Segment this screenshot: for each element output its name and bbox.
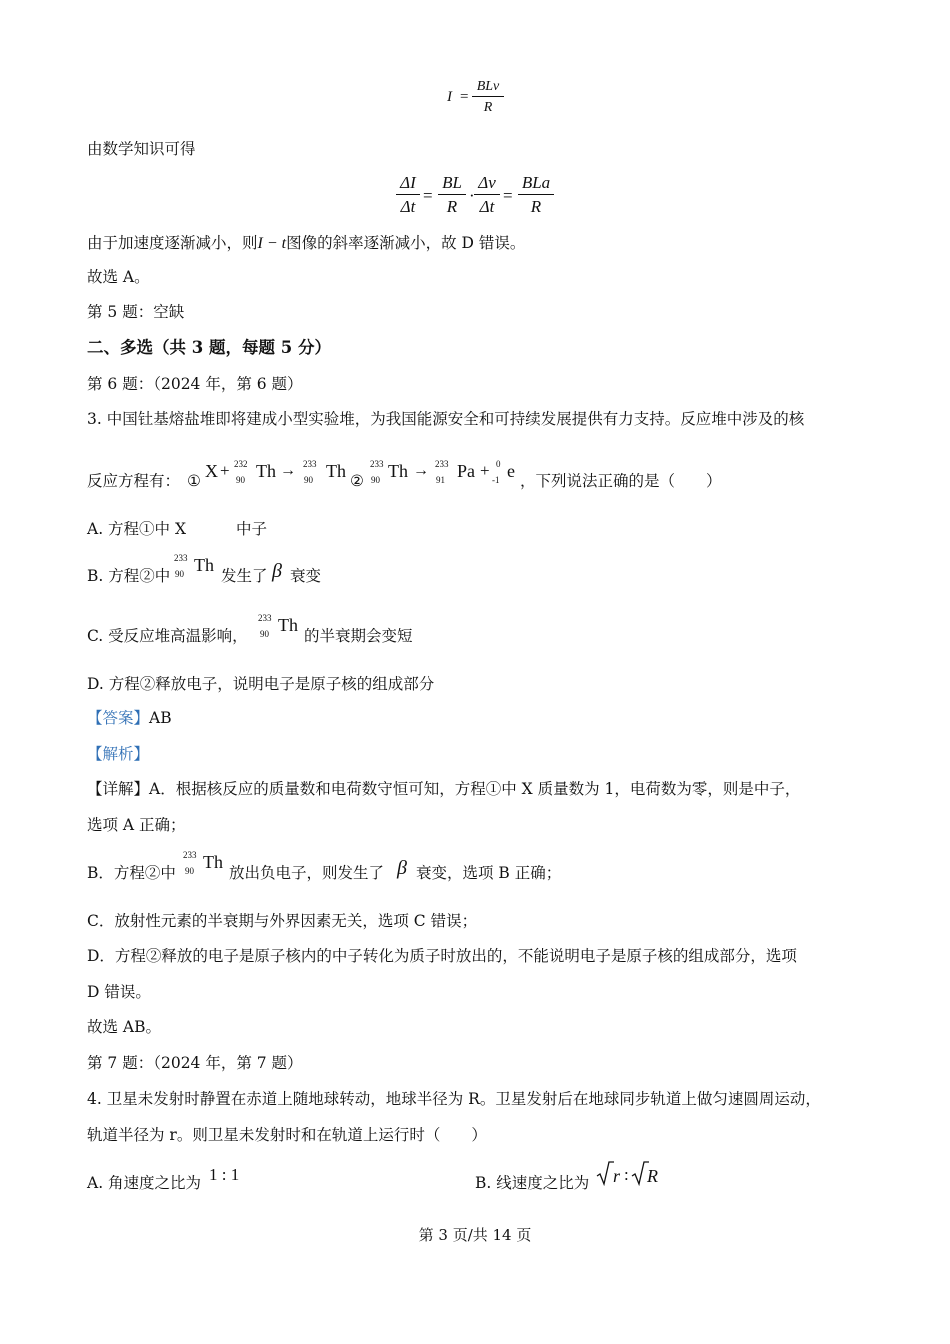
plus-sign: +: [220, 461, 230, 480]
sqrt-sign: [596, 1160, 614, 1186]
text-acceleration: [87, 236, 525, 252]
text-segment: A．根据核反应的质量数和电荷数守恒可知，方程①中 X 质量数为 1，电荷数为零，则是中子，: [149, 780, 801, 798]
answer-value: AB: [149, 709, 172, 727]
atomic-number: 90: [175, 569, 184, 579]
text-segment: ，下列说法正确的是（ ）: [520, 472, 722, 490]
fraction-dv-dt: [474, 174, 500, 215]
formula-eq: =: [460, 89, 469, 105]
q3-stem: 3. 中国钍基熔盐堆即将建成小型实验堆，为我国能源安全和可持续发展提供有力支持。反应堆中涉及的核: [87, 410, 805, 428]
page-footer: 第 3 页/共 14 页: [418, 1226, 532, 1244]
mass-number: 233: [183, 850, 197, 860]
mass-number: 233: [303, 459, 317, 469]
text-math-knowledge: 由数学知识可得: [87, 140, 196, 158]
atomic-number: 90: [304, 475, 313, 485]
symbol-beta: β: [272, 560, 282, 582]
detail-a-line1: [87, 782, 800, 798]
arrow: →: [280, 462, 296, 479]
mass-number: 232: [234, 459, 248, 469]
text-segment: 发生了: [221, 567, 268, 585]
section-heading: 二、多选（共 3 题，每题 5 分）: [87, 338, 331, 357]
symbol-x: X: [205, 461, 218, 481]
text-segment: 图像的斜率逐渐减小，故 D 错误。: [286, 234, 526, 252]
answer-tag: 【答案】: [87, 709, 150, 727]
fraction-di-dt: [396, 174, 420, 215]
fraction-bla-r: [518, 174, 554, 215]
detail-tag: 【详解】: [87, 780, 150, 798]
option-d: D. 方程②释放电子，说明电子是原子核的组成部分: [87, 675, 435, 693]
equals-sign: =: [423, 186, 433, 205]
detail-d-line1: D．方程②释放的电子是原子核内的中子转化为质子时放出的，不能说明电子是原子核的组成部分，选项: [87, 947, 797, 965]
text-segment: B．方程②中: [87, 864, 176, 882]
symbol-th: Th: [256, 461, 276, 481]
circle-one: ①: [187, 472, 201, 490]
text-segment: 中子: [236, 520, 268, 538]
symbol-r: r: [613, 1166, 621, 1186]
detail-a-line2: 选项 A 正确；: [87, 816, 186, 834]
fraction-numerator: ΔI: [400, 173, 416, 192]
fraction-denominator: Δt: [400, 197, 416, 216]
dot-operator: ·: [469, 186, 475, 205]
fraction-denominator: R: [483, 100, 493, 115]
text-segment: 衰变，选项 B 正确；: [416, 864, 562, 882]
symbol-th: Th: [326, 461, 346, 481]
fraction-denominator: Δt: [479, 197, 495, 216]
symbol-th: Th: [194, 555, 214, 575]
q7-meta: 第 7 题：（2024 年，第 7 题）: [87, 1054, 303, 1072]
symbol-e: e: [507, 461, 515, 481]
formula-lhs: I: [447, 89, 452, 105]
symbol-th: Th: [278, 615, 298, 635]
ratio-value: 1 : 1: [209, 1165, 240, 1184]
fraction-numerator: BLv: [476, 79, 500, 94]
q4-line2: 轨道半径为 r。则卫星未发射时和在轨道上运行时（ ）: [87, 1126, 487, 1144]
detail-d-line2: D 错误。: [87, 983, 151, 1001]
atomic-number: 90: [185, 866, 194, 876]
arrow: →: [413, 462, 429, 479]
text-q5: 第 5 题：空缺: [87, 303, 185, 321]
mass-number: 233: [174, 553, 188, 563]
q6-meta: 第 6 题：（2024 年，第 6 题）: [87, 375, 303, 393]
text-segment: 的半衰期会变短: [304, 627, 413, 645]
detail-c: C．放射性元素的半衰期与外界因素无关，选项 C 错误；: [87, 912, 478, 930]
symbol-th: Th: [203, 852, 223, 872]
text-segment: A. 方程①中 X: [87, 520, 187, 538]
analysis-tag: 【解析】: [87, 745, 150, 763]
fraction-denominator: R: [530, 197, 542, 216]
text-segment: B. 方程②中: [87, 567, 171, 585]
mass-number: 0: [496, 459, 501, 469]
atomic-number: 91: [436, 475, 445, 485]
text-segment: B. 线速度之比为: [475, 1174, 590, 1192]
q4-line1: 4. 卫星未发射时静置在赤道上随地球转动，地球半径为 R。卫星发射后在地球同步轨道上做匀速圆周运动，: [87, 1090, 821, 1108]
mass-number: 233: [258, 613, 272, 623]
fraction-denominator: R: [446, 197, 458, 216]
fraction-numerator: BLa: [521, 173, 551, 192]
symbol-big-r: R: [647, 1166, 658, 1186]
atomic-number: 90: [260, 629, 269, 639]
fraction-bl-r: [438, 174, 466, 215]
fraction-numerator: BL: [442, 173, 462, 192]
atomic-number: -1: [492, 475, 500, 485]
symbol-th: Th: [388, 461, 408, 481]
text-segment: C. 受反应堆高温影响，: [87, 627, 248, 645]
text-segment: A. 角速度之比为: [87, 1174, 202, 1192]
text-segment: 由于加速度逐渐减小，则: [87, 234, 258, 252]
atomic-number: 90: [371, 475, 380, 485]
detail-choose: 故选 AB。: [87, 1018, 162, 1036]
colon: :: [624, 1165, 629, 1184]
atomic-number: 90: [236, 475, 245, 485]
mass-number: 233: [370, 459, 384, 469]
symbol-pa: Pa: [457, 461, 475, 481]
fraction-numerator: Δv: [478, 173, 496, 192]
symbol-beta: β: [397, 857, 407, 879]
math-i-t: I − t: [257, 235, 287, 252]
text-segment: 衰变: [290, 567, 322, 585]
circle-two: ②: [350, 472, 364, 490]
answer-line: [87, 711, 172, 727]
formula-fraction: [472, 80, 504, 115]
text-segment: 反应方程有：: [87, 472, 181, 490]
text-segment: 放出负电子，则发生了: [229, 864, 385, 882]
equals-sign: =: [503, 186, 513, 205]
mass-number: 233: [435, 459, 449, 469]
plus-sign: +: [480, 461, 490, 480]
text-choose-a: 故选 A。: [87, 268, 150, 286]
